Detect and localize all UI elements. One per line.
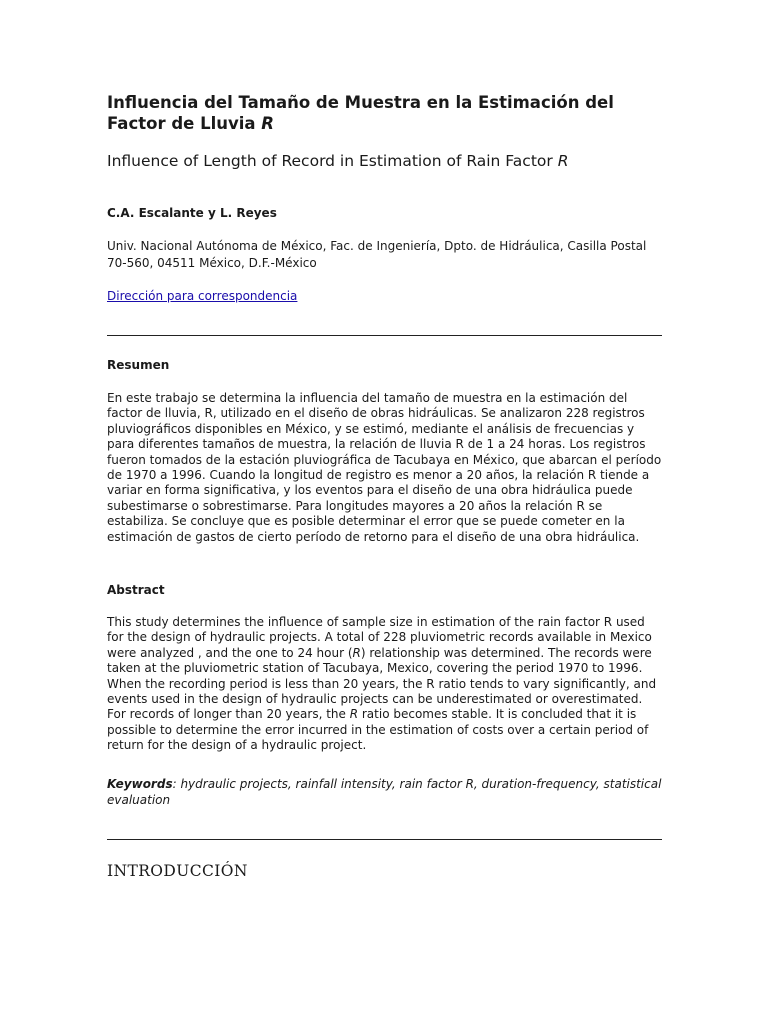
- resumen-heading: Resumen: [107, 358, 170, 372]
- abstract-body: [107, 615, 663, 754]
- keywords-label: Keywords: [107, 777, 173, 791]
- keywords-text: : hydraulic projects, rainfall intensity, rain factor R, duration-frequency, statistical evaluation: [107, 777, 662, 807]
- intro-heading: INTRODUCCIÓN: [107, 862, 248, 880]
- title-spanish-text: Influencia del Tamaño de Muestra en la Estimación del Factor de Lluvia: [107, 93, 614, 133]
- title-spanish-r: R: [261, 114, 275, 133]
- abstract-part-3: ratio becomes stable. It is concluded that it is possible to determine the error incurred in the estimation of costs over a certain period of return for the design of a hydraulic project.: [107, 707, 649, 753]
- divider-bottom: [107, 839, 662, 840]
- abstract-heading: Abstract: [107, 583, 165, 597]
- title-english: [107, 151, 667, 171]
- divider-top: [107, 335, 662, 336]
- title-english-r: R: [557, 152, 569, 170]
- abstract-r-1: R: [352, 645, 361, 660]
- title-spanish: [107, 92, 647, 134]
- abstract-r-2: R: [349, 707, 359, 722]
- authors: C.A. Escalante y L. Reyes: [107, 206, 277, 220]
- keywords: [107, 776, 663, 808]
- abstract-part-2: ) relationship was determined. The records were taken at the pluviometric station of Tacubaya, Mexico, covering the period 1970 to 1996. When the recording period is less than 20 years, the R ratio tends to vary significantly, and events used in the design of hydraulic projects can be underestimated or overestimated. For records of longer than 20 years, the: [107, 645, 657, 722]
- abstract-part-1: This study determines the influence of sample size in estimation of the rain factor R used for the design of hydraulic projects. A total of 228 pluviometric records available in Mexico were analyzed , and the one to 24 hour (: [107, 615, 652, 660]
- correspondence-link[interactable]: Dirección para correspondencia: [107, 289, 298, 303]
- resumen-body: En este trabajo se determina la influencia del tamaño de muestra en la estimación del factor de lluvia, R, utilizado en el diseño de obras hidráulicas. Se analizaron 228 registros pluviográficos disponibles en México, y se estimó, mediante el análisis de frecuencias y para diferentes tamaños de muestra, la relación de lluvia R de 1 a 24 horas. Los registros fueron tomados de la estación pluviográfica de Tacubaya en México, que abarcan el período de 1970 a 1996. Cuando la longitud de registro es menor a 20 años, la relación R tiende a variar en forma significativa, y los eventos para el diseño de una obra hidráulica puede subestimarse o sobrestimarse. Para longitudes mayores a 20 años la relación R se estabiliza. Se concluye que es posible determinar el error que se puede cometer en la estimación de gastos de cierto período de retorno para el diseño de una obra hidráulica.: [107, 391, 662, 544]
- title-english-text: Influence of Length of Record in Estimation of Rain Factor: [107, 152, 553, 170]
- affiliation: Univ. Nacional Autónoma de México, Fac. de Ingeniería, Dpto. de Hidráulica, Casilla Postal 70-560, 04511 México, D.F.-México: [107, 239, 647, 270]
